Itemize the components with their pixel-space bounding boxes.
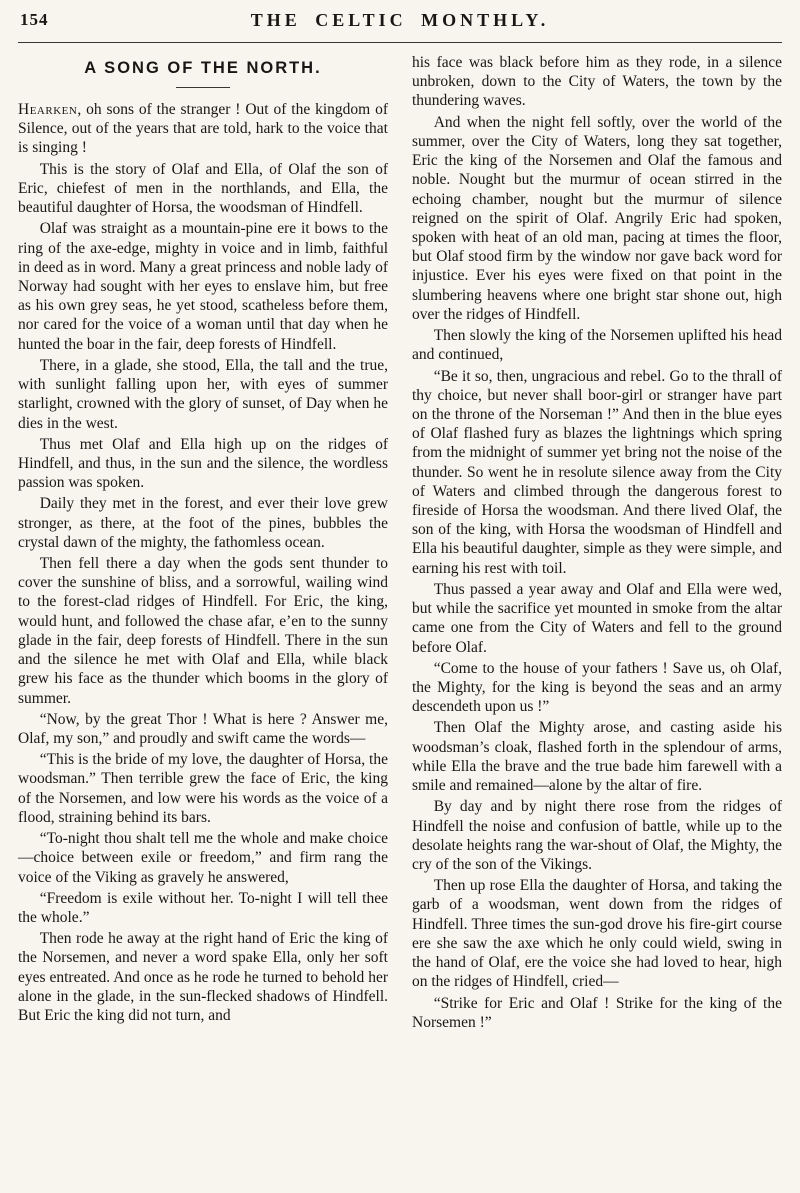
paragraph: This is the story of Olaf and Ella, of Olaf the son of Eric, chiefest of men in the northlands, and Ella, the beautiful daughter of Horsa, the woodsman of Hindfell. [18,160,388,217]
paragraph: There, in a glade, she stood, Ella, the tall and the true, with sunlight falling upon her, with eyes of summer starlight, crowned with the glory of sunset, of Day when he dies in the west. [18,356,388,432]
paragraph: “Now, by the great Thor ! What is here ? Answer me, Olaf, my son,” and proudly and swift came the words— [18,710,388,747]
paragraph: “Be it so, then, ungracious and rebel. Go to the thrall of thy choice, but never shall boor-girl or stranger have part on the throne of the Norseman !” And then in the blue eyes of Olaf flashed fury as blazes the lightnings which spring from the midnight of summer yet bring not the noise of the thunder. So went he in resolute silence away from the City of Waters and climbed through the dangerous forest to fireside of Horsa the woodsman. And there lived Olaf, the son of the king, with Horsa the woodsman of Hindfell and Ella his beautiful daughter, simple as they were simple, and earning his rest with toil. [412,367,782,577]
paragraph: Then fell there a day when the gods sent thunder to cover the sunshine of bliss, and a sorrowful, wailing wind to the forest-clad ridges of Hindfell. For Eric, the king, would hunt, and followed the chase afar, e’en to the sunny glade in the fair, deep forests of Hindfell. There in the sun and the silence he met with Olaf and Ella, while black grew his face as the thunder which booms in the glory of summer. [18,555,388,707]
paragraph: Daily they met in the forest, and ever their love grew stronger, as there, at the foot of the pines, bubbles the crystal dawn of the mighty, the fathomless ocean. [18,495,388,551]
paragraph: “Freedom is exile without her. To-night I will tell thee the whole.” [18,889,388,926]
paragraph [18,100,388,158]
paragraph: Then rode he away at the right hand of Eric the king of the Norsemen, and never a word spake Ella, only her soft eyes entreated. And once as he rode he turned to behold her alone in the glade, in the sun-flecked shadows of Hindfell. But Eric the king did not turn, and [18,930,388,1025]
paragraph-text: , oh sons of the stranger ! Out of the kingdom of Silence, out of the years that are told, hark to the voice that is singing ! [18,101,388,157]
paragraph: Olaf was straight as a mountain-pine ere it bows to the ring of the axe-edge, mighty in voice and in limb, faithful in deed as in word. Many a great princess and noble lady of Norway had sought with her eyes to enslave him, but free as his own grey seas, he yet stood, scatheless before them, nor cared for the voice of a woman until that day when he hunted the boar in the fair, deep forests of Hindfell. [18,220,388,353]
header-rule [18,42,782,43]
title-divider [176,87,230,88]
paragraph: Thus passed a year away and Olaf and Ella were wed, but while the sacrifice yet mounted in smoke from the altar came one from the City of Waters and fell to the ground before Olaf. [412,580,782,656]
page-header [18,8,782,38]
paragraph: Then Olaf the Mighty arose, and casting aside his woodsman’s cloak, flashed forth in the splendour of arms, while Ella the brave and the true bade him farewell with a smile and remained—alone by the altar of fire. [412,719,782,795]
lead-word: Hearken [18,101,78,118]
page-number: 154 [20,10,49,29]
paragraph: Then slowly the king of the Norsemen uplifted his head and continued, [412,327,782,364]
two-column-body [18,53,782,1034]
paragraph: Thus met Olaf and Ella high up on the ridges of Hindfell, and thus, in the sun and the silence, the wordless passion was spoken. [18,435,388,492]
paragraph: “This is the bride of my love, the daughter of Horsa, the woodsman.” Then terrible grew the face of Eric, the king of the Norsemen, and low were his words as the voice of a flood, straining behind its bars. [18,751,388,826]
paragraph: “Come to the house of your fathers ! Save us, oh Olaf, the Mighty, for the king is beyond the seas and an army descendeth upon us !” [412,659,782,716]
left-column [18,53,388,1034]
paragraph: “Strike for Eric and Olaf ! Strike for the king of the Norsemen !” [412,994,782,1031]
paragraph: By day and by night there rose from the ridges of Hindfell the noise and confusion of battle, while up to the desolate heights rang the war-shout of Olaf, the Mighty, the cry of the son of the Vikings. [412,798,782,873]
journal-title: THE CELTIC MONTHLY. [250,10,550,30]
right-column [412,53,782,1034]
paragraph: And when the night fell softly, over the world of the summer, over the City of Waters, long they sat together, Eric the king of the Norsemen and Olaf the famous and noble. Nought but the murmur of ocean stirred in the echoing chamber, nought but the murmur of silence reigned on the spirit of Olaf. Angrily Eric had spoken, spoken with heat of an old man, pacing at times the floor, but Olaf stood firm by the window nor gave back word for injustice. Ever his eyes were fixed on that point in the slumbering heavens where one bright star shone out, high over the ridges of Hindfell. [412,113,782,323]
article-title: A SONG OF THE NORTH. [84,59,322,77]
paragraph: his face was black before him as they rode, in a silence unbroken, down to the City of Waters, the town by the thundering waves. [412,54,782,110]
paragraph: Then up rose Ella the daughter of Horsa, and taking the garb of a woodsman, went down from the ridges of Hindfell. Three times the sun-god drove his fire-girt course ere she saw the axe which he only could wield, swing in the hand of Olaf, ere the voice she had loved to hear, high on the ridges of Hindfell, cried— [412,877,782,991]
paragraph: “To-night thou shalt tell me the whole and make choice—choice between exile or freedom,” and firm rang the voice of the Viking as gravely he answered, [18,830,388,886]
